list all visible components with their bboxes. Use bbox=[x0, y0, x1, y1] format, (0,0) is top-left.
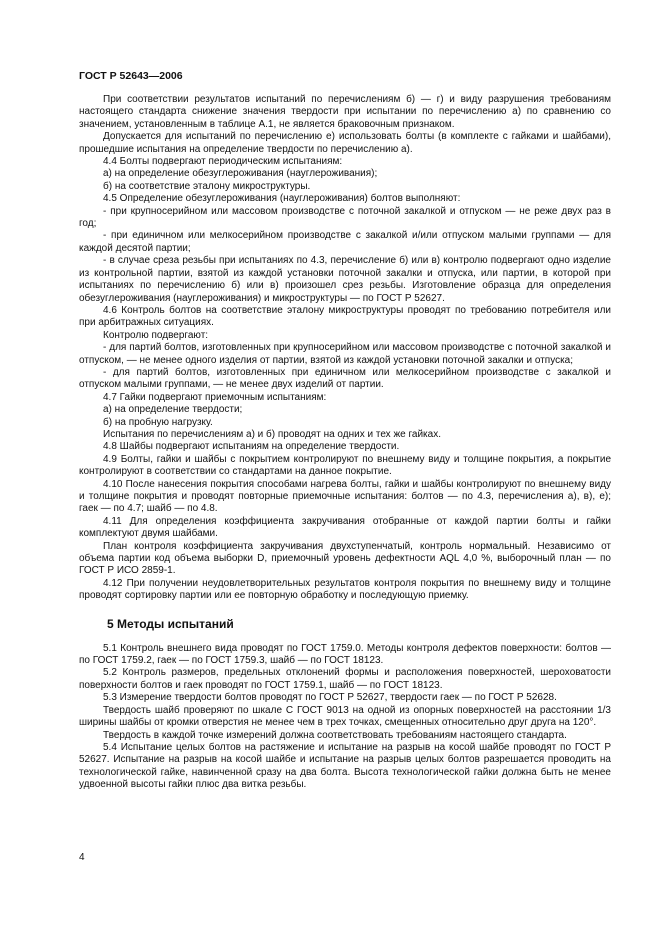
paragraph: При соответствии результатов испытаний по перечислениям б) — г) и виду разрушения требованиям настоящего стандарта снижение значения твердости при испытании по перечислению а) по сравнению со значением, установленным в таблице А.1, не является браковочным признаком. bbox=[79, 94, 611, 130]
paragraph: План контроля коэффициента закручивания двухступенчатый, контроль нормальный. Независимо от объема партии код объема выборки D, приемочный уровень дефектности AQL 4,0 %, выборочный план — по ГОСТ Р ИСО 2859-1. bbox=[79, 540, 611, 577]
document-body bbox=[79, 94, 611, 792]
paragraph: 5.4 Испытание целых болтов на растяжение и испытание на разрыв на косой шайбе проводят по ГОСТ Р 52627. Испытание на разрыв на косой шайбе и испытание на разрыв целых болтов разрешается проводить на технологической гайке, навинченной сразу на два болта. Высота технологической гайки должна быть не менее удвоенной высоты гайки плюс два витка резьбы. bbox=[79, 741, 611, 791]
paragraph: 4.4 Болты подвергают периодическим испытаниям: bbox=[103, 156, 343, 168]
paragraph: Испытания по перечислениям а) и б) проводят на одних и тех же гайках. bbox=[103, 428, 441, 440]
paragraph: 4.10 После нанесения покрытия способами нагрева болты, гайки и шайбы контролируют по внешнему виду и толщине покрытия и проводят повторные приемочные испытания: болтов — по 4.3, перечисления а), в), е); гаек — по 4.7; шайб — по 4.8. bbox=[79, 478, 611, 515]
paragraph: 5.2 Контроль размеров, предельных отклонений формы и расположения поверхностей, шероховатости поверхности болтов и гаек проводят по ГОСТ 1759.1, шайб — по ГОСТ 18123. bbox=[79, 667, 611, 691]
list-item: - для партий болтов, изготовленных при крупносерийном или массовом производстве с поточной закалкой и отпуском, — не менее одного изделия от партии, взятой из каждой установки поточной закалки и отпуска; bbox=[79, 342, 611, 366]
paragraph: 4.7 Гайки подвергают приемочным испытаниям: bbox=[103, 391, 327, 403]
section-5-title: 5 Методы испытаний bbox=[107, 616, 234, 631]
paragraph: 4.12 При получении неудовлетворительных результатов контроля покрытия по внешнему виду и толщине проводят сортировку партии или ее повторную обработку и последующую приемку. bbox=[79, 577, 611, 602]
paragraph: Допускается для испытаний по перечислению е) использовать болты (в комплекте с гайками и шайбами), прошедшие испытания на определение твердости по перечислению а). bbox=[79, 131, 611, 155]
paragraph: 5.3 Измерение твердости болтов проводят по ГОСТ Р 52627, твердости гаек — по ГОСТ Р 52628. bbox=[103, 692, 557, 704]
list-item: - для партий болтов, изготовленных при единичном или мелкосерийном производстве с закалкой и отпуском малыми группами, — не менее двух изделий от партии. bbox=[79, 366, 611, 391]
paragraph: Твердость шайб проверяют по шкале С ГОСТ 9013 на одной из опорных поверхностей на расстоянии 1/3 ширины шайбы от кромки отверстия не менее чем в трех точках, смещенных относительно друг друга на 120°. bbox=[79, 704, 611, 729]
list-item: - при единичном или мелкосерийном производстве с закалкой и/или отпуском малыми группами — для каждой десятой партии; bbox=[79, 230, 611, 254]
paragraph: 5.1 Контроль внешнего вида проводят по ГОСТ 1759.0. Методы контроля дефектов поверхности: болтов — по ГОСТ 1759.2, гаек — по ГОСТ 1759.3, шайб — по ГОСТ 18123. bbox=[79, 642, 611, 667]
list-item: - в случае среза резьбы при испытаниях по 4.3, перечисление б) или в) контролю подвергают одно изделие из контрольной партии, взятой из каждой установки поточной закалки и отпуска, или партии, в которой при испытаниях по перечислению б) или в) произошел срез резьбы. Изготовление образца для определения обезуглероживания (науглероживания) и микроструктуры — по ГОСТ Р 52627. bbox=[79, 255, 611, 304]
paragraph: 4.11 Для определения коэффициента закручивания отобранные от каждой партии болты и гайки комплектуют двумя шайбами. bbox=[79, 515, 611, 540]
paragraph: Контролю подвергают: bbox=[103, 329, 209, 341]
paragraph: 4.5 Определение обезуглероживания (науглероживания) болтов выполняют: bbox=[103, 193, 461, 205]
paragraph: 4.8 Шайбы подвергают испытаниям на определение твердости. bbox=[103, 441, 400, 453]
paragraph: 4.6 Контроль болтов на соответствие эталону микроструктуры проводят по требованию потребителя или при арбитражных ситуациях. bbox=[79, 304, 611, 329]
list-item: а) на определение обезуглероживания (науглероживания); bbox=[103, 168, 378, 180]
list-item: б) на пробную нагрузку. bbox=[103, 416, 213, 428]
list-item: б) на соответствие эталону микроструктуры. bbox=[103, 180, 311, 192]
paragraph: Твердость в каждой точке измерений должна соответствовать требованиям настоящего стандарта. bbox=[103, 729, 567, 741]
list-item: а) на определение твердости; bbox=[103, 404, 243, 416]
paragraph: 4.9 Болты, гайки и шайбы с покрытием контролируют по внешнему виду и толщине покрытия, а покрытие контролируют в соответствии со стандартами на данное покрытие. bbox=[79, 453, 611, 478]
page-number: 4 bbox=[79, 852, 85, 863]
list-item: - при крупносерийном или массовом производстве с поточной закалкой и отпуском — не реже двух раз в год; bbox=[79, 205, 611, 230]
document-header: ГОСТ Р 52643—2006 bbox=[79, 70, 183, 82]
